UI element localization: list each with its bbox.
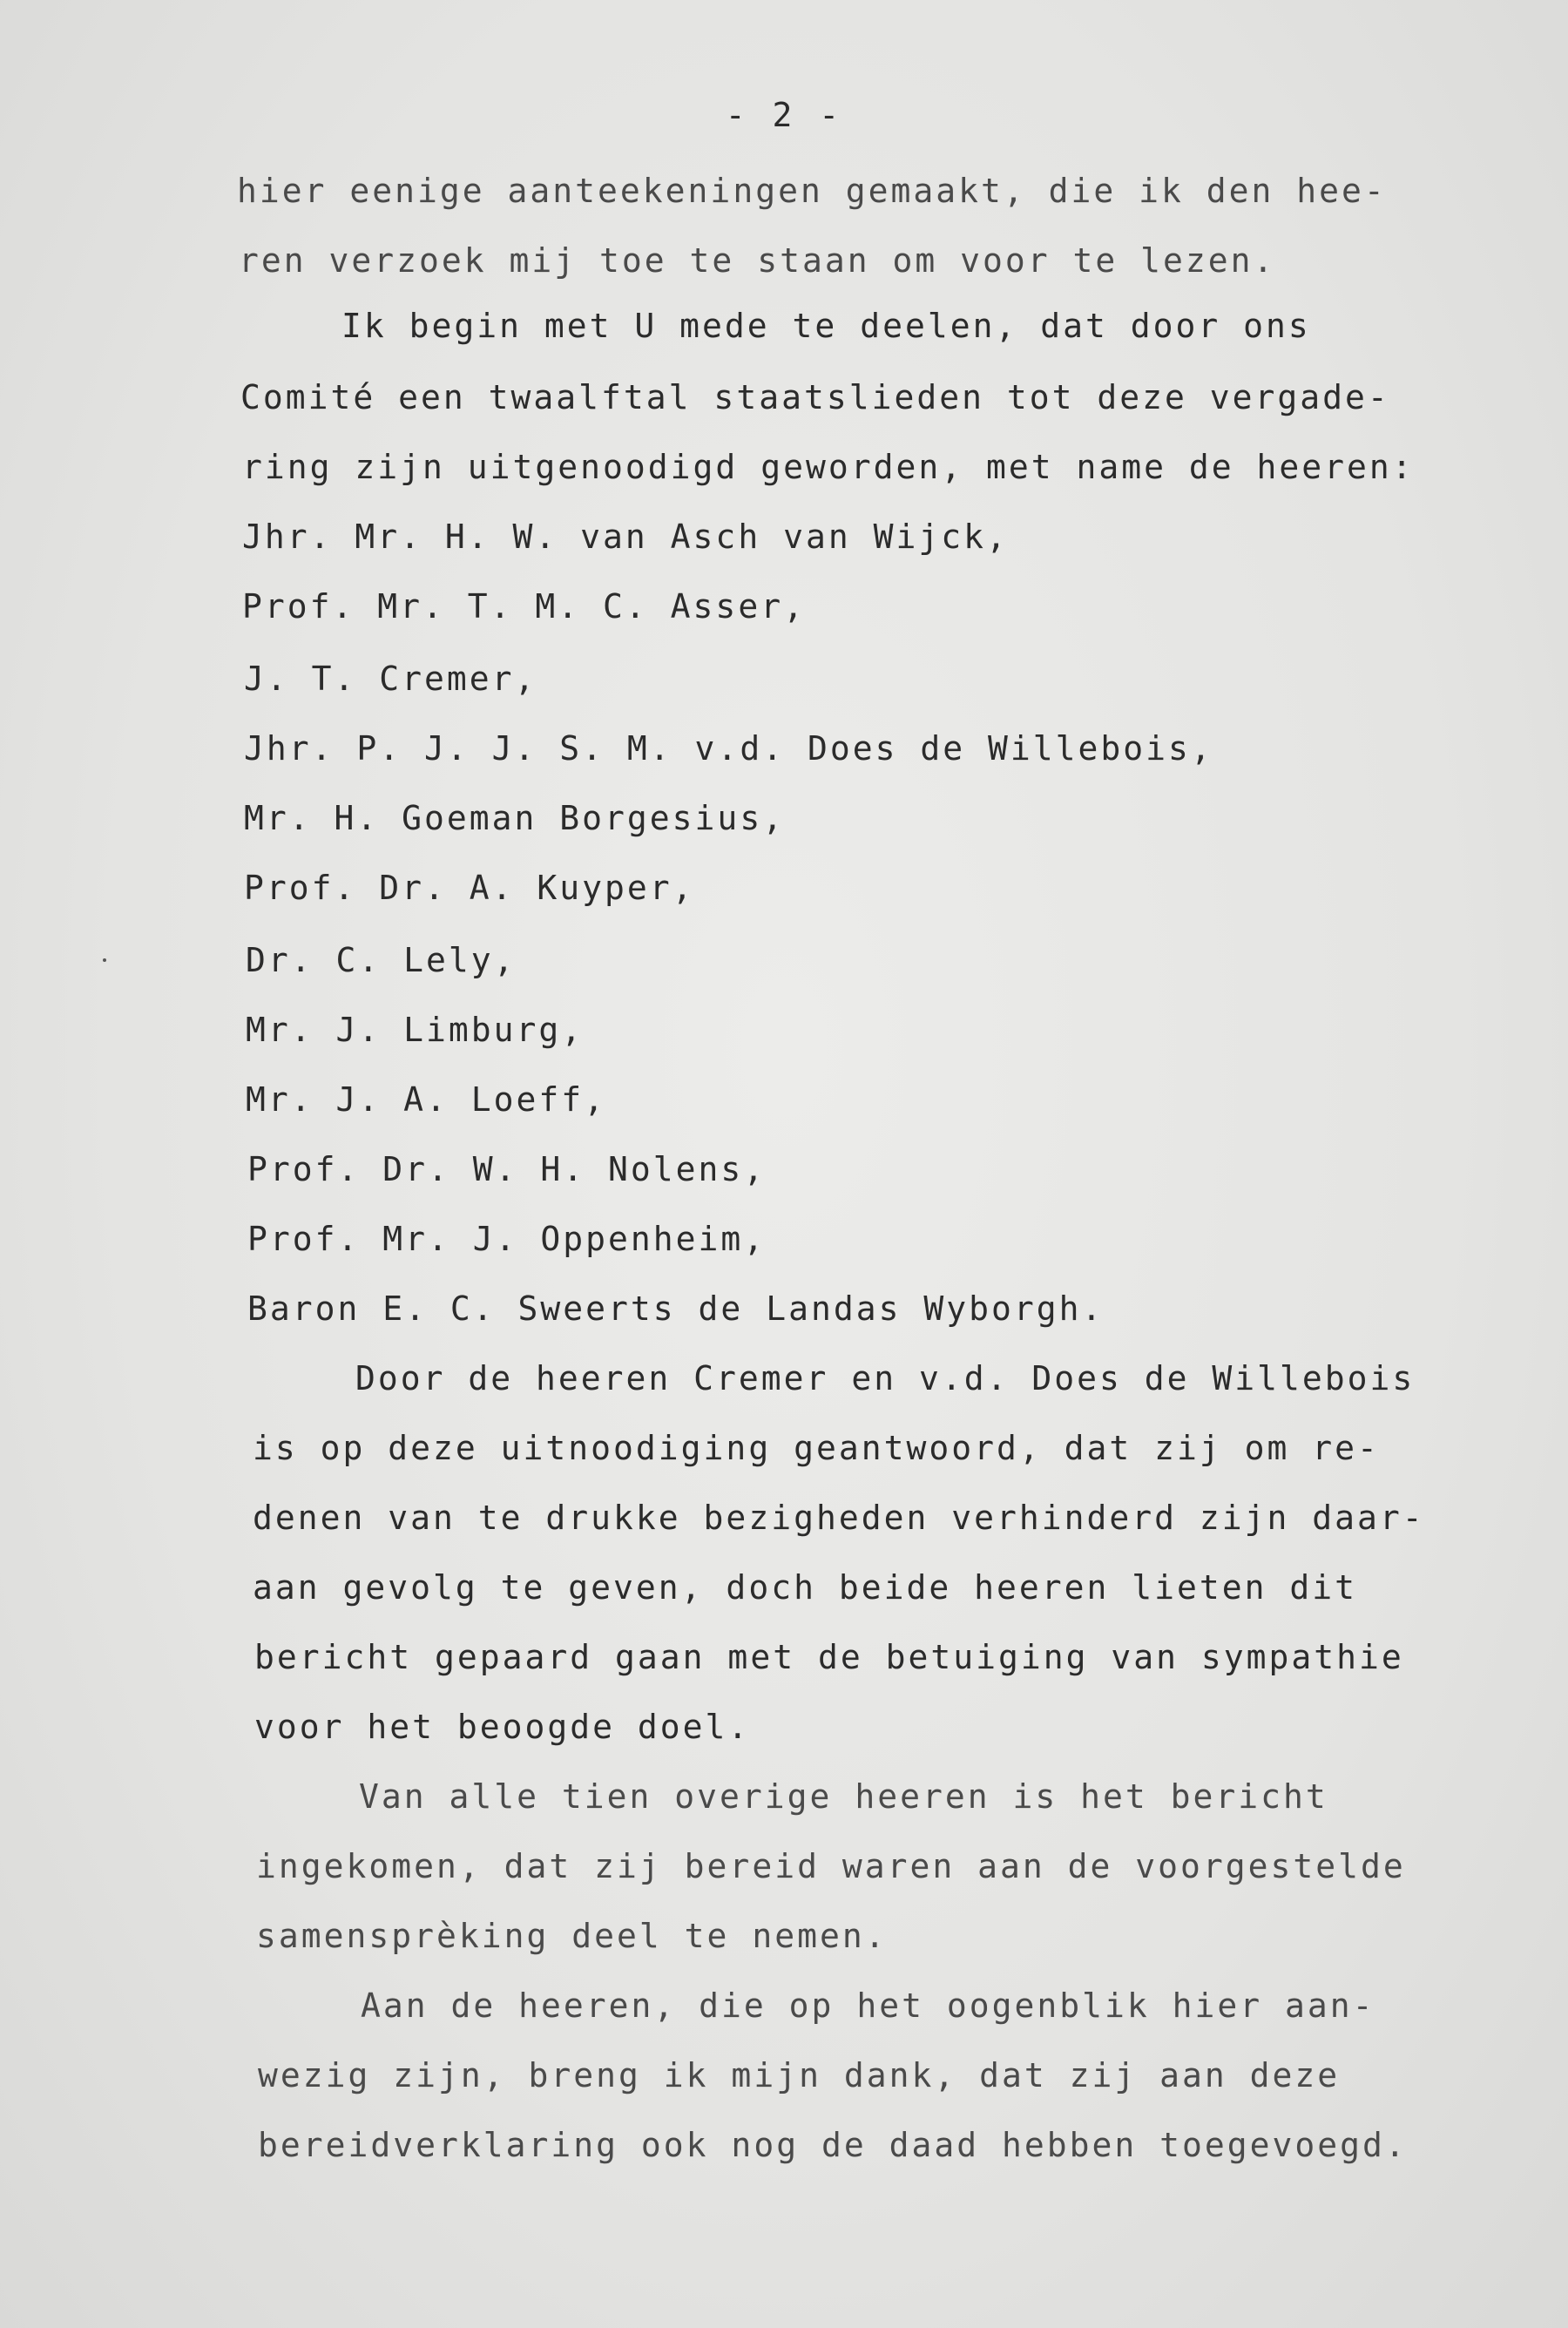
text-line: is op deze uitnoodiging geantwoord, dat zij om re- [253,1429,1380,1467]
text-line: bereidverklaring ook nog de daad hebben toegevoegd. [258,2126,1408,2164]
text-line: ingekomen, dat zij bereid waren aan de voorgestelde [256,1847,1406,1885]
text-line: bericht gepaard gaan met de betuiging van sympathie [254,1638,1404,1676]
text-line: Prof. Mr. J. Oppenheim, [247,1220,767,1258]
text-line: Door de heeren Cremer en v.d. Does de Willebois [355,1359,1416,1397]
text-line: samensprèking deel te nemen. [256,1917,888,1955]
text-line: J. T. Cremer, [244,660,537,698]
text-line: ring zijn uitgenoodigd geworden, met name de heeren: [242,448,1415,486]
text-line: Prof. Dr. A. Kuyper, [244,869,695,907]
text-line: Mr. J. Limburg, [246,1011,585,1049]
text-line: Comité een twaalftal staatslieden tot deze vergade- [240,378,1390,416]
margin-mark [103,958,106,962]
text-line: aan gevolg te geven, doch beide heeren lieten dit [253,1568,1358,1607]
text-line: Ik begin met U mede te deelen, dat door ons [341,307,1311,345]
text-line: wezig zijn, breng ik mijn dank, dat zij aan deze [258,2056,1341,2095]
text-line: Van alle tien overige heeren is het bericht [359,1777,1328,1816]
text-line: voor het beoogde doel. [254,1708,751,1746]
text-line: Dr. C. Lely, [246,941,517,979]
text-line: Mr. H. Goeman Borgesius, [244,799,786,837]
text-line: Baron E. C. Sweerts de Landas Wyborgh. [247,1289,1105,1328]
text-line: Jhr. P. J. J. S. M. v.d. Does de Willebois, [244,729,1213,768]
text-line: Prof. Dr. W. H. Nolens, [247,1150,767,1188]
text-line: Mr. J. A. Loeff, [246,1080,607,1119]
text-line: Aan de heeren, die op het oogenblik hier aan- [361,1986,1375,2025]
text-line: ren verzoek mij toe te staan om voor te lezen. [239,241,1276,280]
text-line: denen van te drukke bezigheden verhinderd zijn daar- [253,1499,1425,1537]
text-line: Prof. Mr. T. M. C. Asser, [242,587,806,626]
text-line: Jhr. Mr. H. W. van Asch van Wijck, [242,518,1009,556]
text-line: hier eenige aanteekeningen gemaakt, die ik den hee- [237,172,1387,210]
page-number: - 2 - [725,96,843,134]
